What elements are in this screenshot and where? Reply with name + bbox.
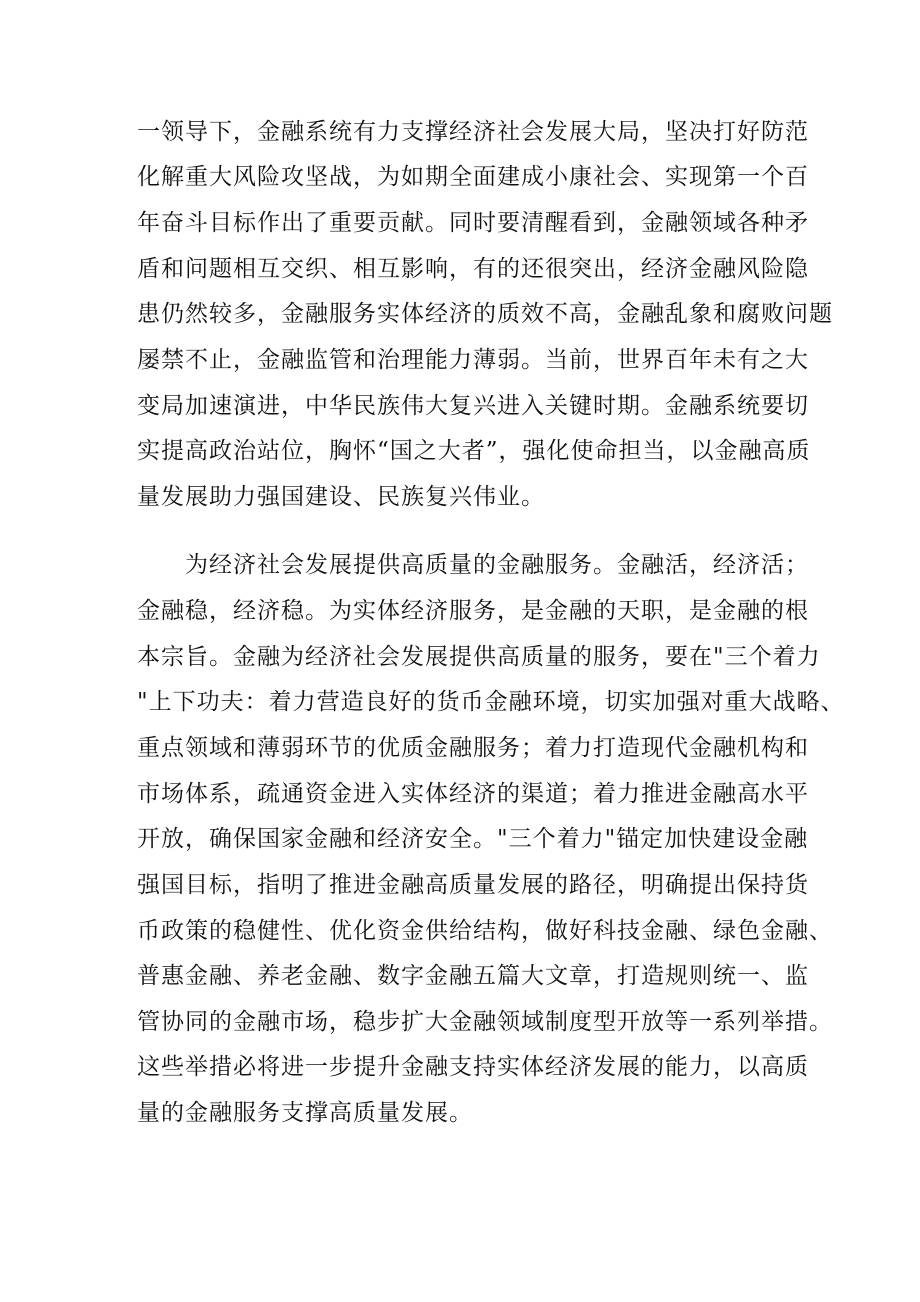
text-line: 普惠金融、养老金融、数字金融五篇大文章，打造规则统一、监 xyxy=(137,963,809,989)
text-line: 市场体系，疏通资金进入实体经济的渠道；着力推进金融高水平 xyxy=(137,781,809,807)
text-line: 量发展助力强国建设、民族复兴伟业。 xyxy=(137,484,545,510)
text-line: "上下功夫：着力营造良好的货币金融环境，切实加强对重大战略、 xyxy=(137,689,845,715)
text-line: 强国目标，指明了推进金融高质量发展的路径，明确提出保持货 xyxy=(137,872,809,898)
text-line: 币政策的稳健性、优化资金供给结构，做好科技金融、绿色金融、 xyxy=(137,918,833,944)
text-line: 变局加速演进，中华民族伟大复兴进入关键时期。金融系统要切 xyxy=(137,393,809,419)
text-line: 年奋斗目标作出了重要贡献。同时要清醒看到，金融领域各种矛 xyxy=(137,210,809,236)
text-line: 为经济社会发展提供高质量的金融服务。金融活，经济活； xyxy=(185,552,809,578)
text-line: 实提高政治站位，胸怀“国之大者”，强化使命担当，以金融高质 xyxy=(137,438,811,464)
text-line: 开放，确保国家金融和经济安全。"三个着力"锚定加快建设金融 xyxy=(137,826,809,852)
text-line: 金融稳，经济稳。为实体经济服务，是金融的天职，是金融的根 xyxy=(137,598,809,624)
text-line: 盾和问题相互交织、相互影响，有的还很突出，经济金融风险隐 xyxy=(137,256,809,282)
text-line: 患仍然较多，金融服务实体经济的质效不高，金融乱象和腐败问题 xyxy=(137,301,833,327)
text-line: 管协同的金融市场，稳步扩大金融领域制度型开放等一系列举措。 xyxy=(137,1009,833,1035)
text-line: 量的金融服务支撑高质量发展。 xyxy=(137,1100,473,1126)
text-line: 屡禁不止，金融监管和治理能力薄弱。当前，世界百年未有之大 xyxy=(137,347,809,373)
text-line: 一领导下，金融系统有力支撑经济社会发展大局，坚决打好防范 xyxy=(137,119,809,145)
text-line: 重点领域和薄弱环节的优质金融服务；着力打造现代金融机构和 xyxy=(137,735,809,761)
text-line: 化解重大风险攻坚战，为如期全面建成小康社会、实现第一个百 xyxy=(137,164,809,190)
text-line: 本宗旨。金融为经济社会发展提供高质量的服务，要在"三个着力 xyxy=(137,644,821,670)
text-line: 这些举措必将进一步提升金融支持实体经济发展的能力，以高质 xyxy=(137,1054,809,1080)
